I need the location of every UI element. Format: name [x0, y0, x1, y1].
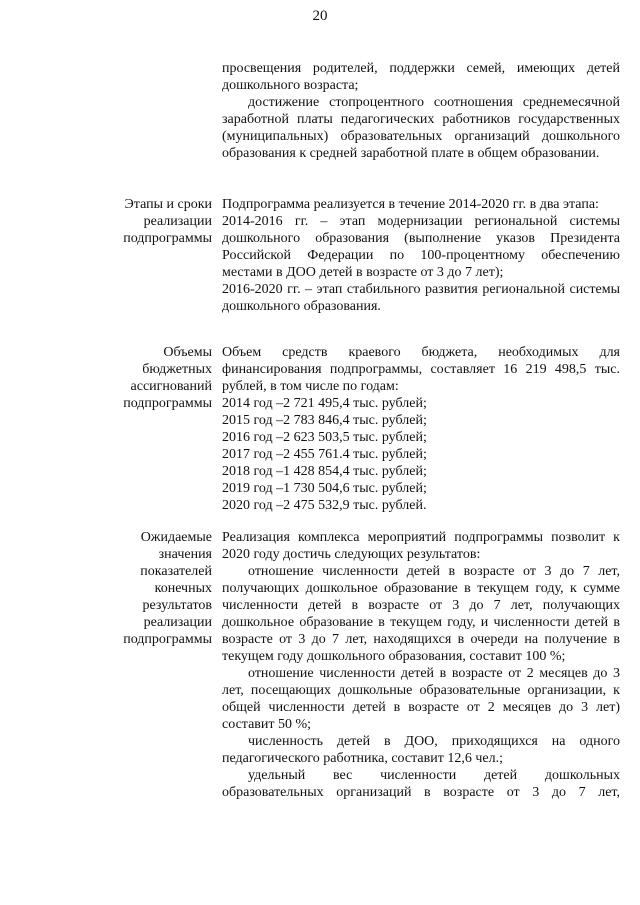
section-label: Этапы и сроки реализации подпрограммы — [123, 197, 212, 246]
section-content — [222, 344, 620, 514]
paragraph: отношение численности детей в возрасте от 3 до 7 лет, получающих дошкольное образование в текущем году, к сумме численности детей в возрасте от 3 до 7 лет, получающих дошкольное образование в текущем году, и численности детей в возрасте от 3 до 7 лет, находящихся в очереди на получение в текущем году дошкольного образования, составит 100 %; — [222, 564, 620, 664]
section-label: Объемы бюджетных ассигнований подпрограммы — [123, 345, 212, 411]
section-content — [222, 60, 620, 162]
paragraph: Подпрограмма реализуется в течение 2014-2020 гг. в два этапа: — [222, 197, 599, 212]
section-label: Ожидаемые значения показателей конечных результатов реализации подпрограммы — [123, 530, 212, 647]
paragraph: численность детей в ДОО, приходящихся на одного педагогического работника, составит 12,6 чел.; — [222, 734, 620, 766]
paragraph: Объем средств краевого бюджета, необходимых для финансирования подпрограммы, составляет 16 219 498,5 тыс. рублей, в том числе по годам: — [222, 345, 620, 394]
paragraph: отношение численности детей в возрасте от 2 месяцев до 3 лет, посещающих дошкольные образовательные организации, к общей численности детей в возрасте от 2 месяцев до 3 лет) составит 50 %; — [222, 666, 620, 732]
paragraph: просвещения родителей, поддержки семей, имеющих детей дошкольного возраста; — [222, 61, 620, 93]
budget-year-item: 2020 год –2 475 532,9 тыс. рублей. — [222, 498, 427, 513]
budget-year-item: 2017 год –2 455 761.4 тыс. рублей; — [222, 447, 427, 462]
budget-year-item: 2019 год –1 730 504,6 тыс. рублей; — [222, 481, 427, 496]
paragraph: 2014-2016 гг. – этап модернизации региональной системы дошкольного образования (выполнение указов Президента Российской Федерации по 100-процентному обеспечению местами в ДОО детей в возрасте от 3 до 7 лет); — [222, 214, 620, 280]
budget-year-item: 2018 год –1 428 854,4 тыс. рублей; — [222, 464, 427, 479]
paragraph: 2016-2020 гг. – этап стабильного развития региональной системы дошкольного образования. — [222, 282, 620, 314]
section-content — [222, 196, 620, 315]
budget-year-item: 2014 год –2 721 495,4 тыс. рублей; — [222, 396, 427, 411]
paragraph: Реализация комплекса мероприятий подпрограммы позволит к 2020 году достичь следующих результатов: — [222, 530, 620, 562]
section-content — [222, 529, 620, 801]
budget-year-item: 2016 год –2 623 503,5 тыс. рублей; — [222, 430, 427, 445]
paragraph: достижение стопроцентного соотношения среднемесячной заработной платы педагогических работников государственных (муниципальных) образовательных организаций дошкольного образования к средней заработной плате в общем образовании. — [222, 95, 620, 161]
budget-year-item: 2015 год –2 783 846,4 тыс. рублей; — [222, 413, 427, 428]
budget-year-list — [222, 395, 620, 514]
paragraph: удельный вес численности детей дошкольных образовательных организаций в возрасте от 3 до 7 лет, — [222, 768, 620, 800]
page-number: 20 — [312, 8, 328, 24]
